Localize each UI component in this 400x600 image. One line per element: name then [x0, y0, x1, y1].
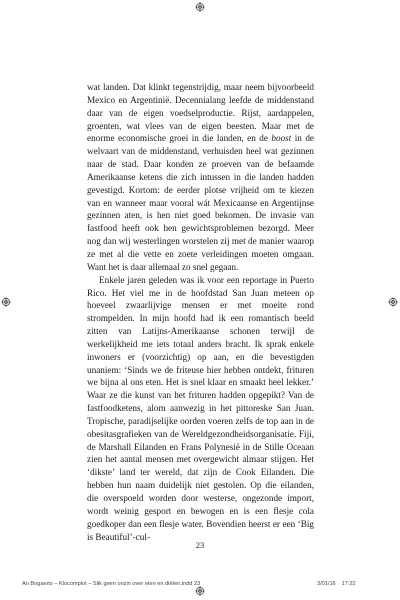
slug-file-info: An Bogaerts – Klocomplot – Slik geen onzin over eten en diëten.indd 23 — [22, 581, 201, 587]
registration-mark-right-icon — [388, 297, 398, 307]
paragraph-2: Enkele jaren geleden was ik voor een reportage in Puerto Rico. Het viel me in de hoofdstad San Juan meteen op hoeveel zwaarlijvige mensen er met moeite rond strompelden. In mijn hoofd had ik een romantisch beeld zitten van Latijns-Amerikaanse schonen terwijl de werkelijkheid me iets totaal anders bracht. Ik sprak enkele inwoners er (voorzichtig) op aan, en die bevestigden unaniem: ‘Sinds we de friteuse hier hebben ontdekt, frituren we bijna al ons eten. Het is snel klaar en smaakt heel lekker.’ Waar ze die kunst van het frituren hadden opgepikt? Van de fastfoodketens, alom aanwezig in het pittoreske San Juan. Tropische, paradijselijke oorden voeren zelfs de top aan in de obesitasgrafieken van de Wereldgezondheidsorganisatie. Fiji, de Marshall Eilanden en Frans Polynesië in de Stille Oceaan zien het aantal mensen met overgewicht almaar stijgen. Het ‘dikste’ land ter wereld, dat zijn de Cook Eilanden. Die hebben hun naam duidelijk niet gestolen. Op die eilanden, die overspoeld worden door westerse, ongezonde import, wordt weinig gesport en bewogen en is een flesje cola goedkoper dan een flesje water. Bovendien heerst er een ‘Big is Beautiful’-cul- — [87, 274, 314, 542]
emphasis-text: boost — [271, 133, 292, 144]
paragraph-1: wat landen. Dat klinkt tegenstrijdig, maar neem bijvoorbeeld Mexico en Argentinië. Decennialang leefde de middenstand daar van de eigen voedselproductie. Rijst, aardappelen, groenten, wat vlees van de eigen beesten. Maar met de enorme economische groei in die landen, en de boost in de welvaart van de middenstand, verhuisden heel wat gezinnen naar de stad. Daar konden ze proeven van de befaamde Amerikaanse ketens die zich intussen in die landen hadden gevestigd. Kortom: de eerder plotse vrijheid om te kiezen van en wanneer maar vooral wát Mexicaanse en Argentijnse gezinnen aten, is hen niet goed bekomen. De invasie van fastfood heeft ook hen gewichtsproblemen bezorgd. Meer nog dan wij westerlingen worstelen zij met de manier waarop ze met al die vette en zoete verleidingen moeten omgaan. Want het is daar allemaal zo snel gegaan. — [87, 82, 314, 272]
body-text — [87, 81, 314, 543]
registration-mark-left-icon — [1, 297, 11, 307]
slug-timestamp — [317, 581, 356, 587]
slug-date: 3/01/16 — [317, 581, 336, 587]
registration-mark-top-icon — [195, 2, 205, 12]
page-number: 23 — [195, 540, 205, 550]
slug-time: 17:22 — [341, 581, 356, 587]
registration-mark-bottom-icon — [195, 586, 205, 596]
